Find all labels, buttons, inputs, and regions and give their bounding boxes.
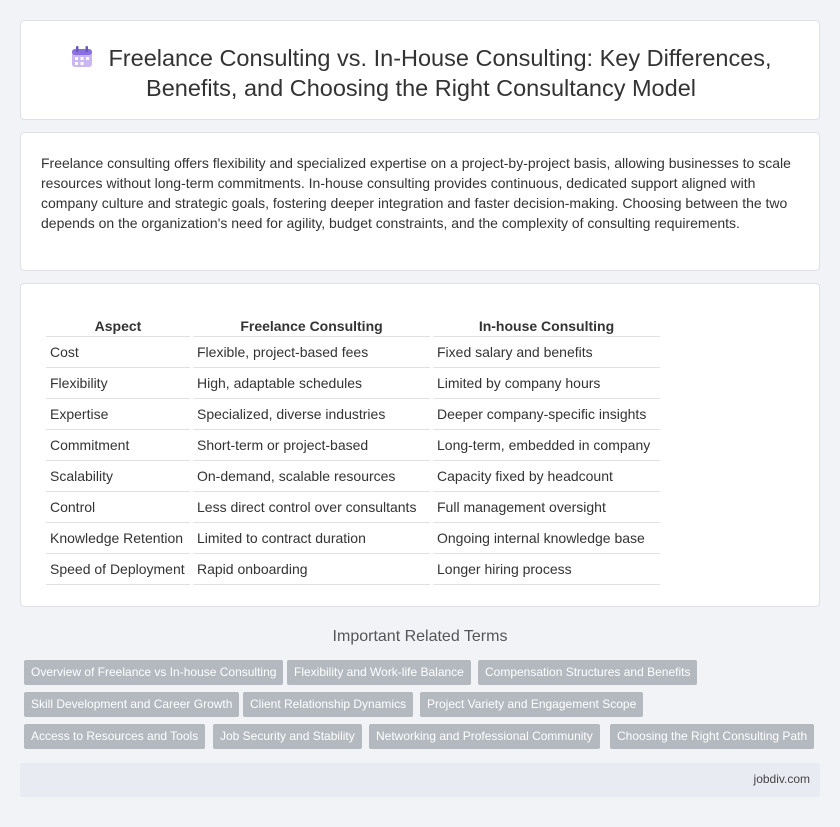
cell-freelance: Specialized, diverse industries bbox=[193, 399, 430, 430]
footer bbox=[20, 763, 820, 797]
cell-aspect: Scalability bbox=[46, 461, 190, 492]
table-row bbox=[46, 554, 660, 585]
cell-freelance: On-demand, scalable resources bbox=[193, 461, 430, 492]
cell-aspect: Control bbox=[46, 492, 190, 523]
cell-inhouse: Deeper company-specific insights bbox=[433, 399, 660, 430]
related-tag[interactable]: Project Variety and Engagement Scope bbox=[420, 692, 643, 717]
header-card bbox=[20, 20, 820, 120]
cell-aspect: Speed of Deployment bbox=[46, 554, 190, 585]
cell-inhouse: Fixed salary and benefits bbox=[433, 337, 660, 368]
comparison-table bbox=[43, 315, 663, 585]
intro-card bbox=[20, 132, 820, 271]
table-row bbox=[46, 399, 660, 430]
related-tag[interactable]: Compensation Structures and Benefits bbox=[478, 660, 697, 685]
comparison-card bbox=[20, 283, 820, 607]
related-tag[interactable]: Job Security and Stability bbox=[213, 724, 362, 749]
page-title bbox=[21, 43, 821, 103]
cell-inhouse: Long-term, embedded in company bbox=[433, 430, 660, 461]
related-tag[interactable]: Networking and Professional Community bbox=[369, 724, 600, 749]
table-row bbox=[46, 523, 660, 554]
related-terms-title: Important Related Terms bbox=[332, 628, 508, 645]
table-row bbox=[46, 492, 660, 523]
cell-inhouse: Capacity fixed by headcount bbox=[433, 461, 660, 492]
cell-freelance: Rapid onboarding bbox=[193, 554, 430, 585]
related-tag[interactable]: Access to Resources and Tools bbox=[24, 724, 205, 749]
related-tag[interactable]: Client Relationship Dynamics bbox=[243, 692, 413, 717]
related-tag[interactable]: Skill Development and Career Growth bbox=[24, 692, 239, 717]
related-tag[interactable]: Overview of Freelance vs In-house Consulting bbox=[24, 660, 283, 685]
header-inhouse: In-house Consulting bbox=[433, 315, 660, 337]
cell-freelance: High, adaptable schedules bbox=[193, 368, 430, 399]
cell-freelance: Flexible, project-based fees bbox=[193, 337, 430, 368]
table-row bbox=[46, 368, 660, 399]
cell-inhouse: Full management oversight bbox=[433, 492, 660, 523]
cell-aspect: Cost bbox=[46, 337, 190, 368]
cell-inhouse: Longer hiring process bbox=[433, 554, 660, 585]
intro-text: Freelance consulting offers flexibility and specialized expertise on a project-by-project basis, allowing businesses to scale resources without long-term commitments. In-house consulting provides continuous, dedicated support aligned with company culture and strategic goals, fostering deeper integration and faster decision-making. Choosing between the two depends on the organization's need for agility, budget constraints, and the complexity of consulting requirements. bbox=[41, 155, 791, 231]
cell-freelance: Limited to contract duration bbox=[193, 523, 430, 554]
table-header-row bbox=[46, 315, 660, 337]
cell-inhouse: Limited by company hours bbox=[433, 368, 660, 399]
related-tag[interactable]: Flexibility and Work-life Balance bbox=[287, 660, 471, 685]
header-aspect: Aspect bbox=[46, 315, 190, 337]
cell-aspect: Knowledge Retention bbox=[46, 523, 190, 554]
cell-aspect: Commitment bbox=[46, 430, 190, 461]
cell-freelance: Less direct control over consultants bbox=[193, 492, 430, 523]
cell-freelance: Short-term or project-based bbox=[193, 430, 430, 461]
title-line-2: Benefits, and Choosing the Right Consultancy Model bbox=[146, 75, 696, 101]
cell-aspect: Expertise bbox=[46, 399, 190, 430]
title-line-1: Freelance Consulting vs. In-House Consulting: Key Differences, bbox=[108, 45, 772, 71]
footer-site-link[interactable]: jobdiv.com bbox=[753, 772, 810, 786]
table-row bbox=[46, 430, 660, 461]
table-row bbox=[46, 461, 660, 492]
calendar-icon bbox=[70, 45, 94, 69]
table-row bbox=[46, 337, 660, 368]
cell-inhouse: Ongoing internal knowledge base bbox=[433, 523, 660, 554]
cell-aspect: Flexibility bbox=[46, 368, 190, 399]
related-tag[interactable]: Choosing the Right Consulting Path bbox=[610, 724, 814, 749]
header-freelance: Freelance Consulting bbox=[193, 315, 430, 337]
